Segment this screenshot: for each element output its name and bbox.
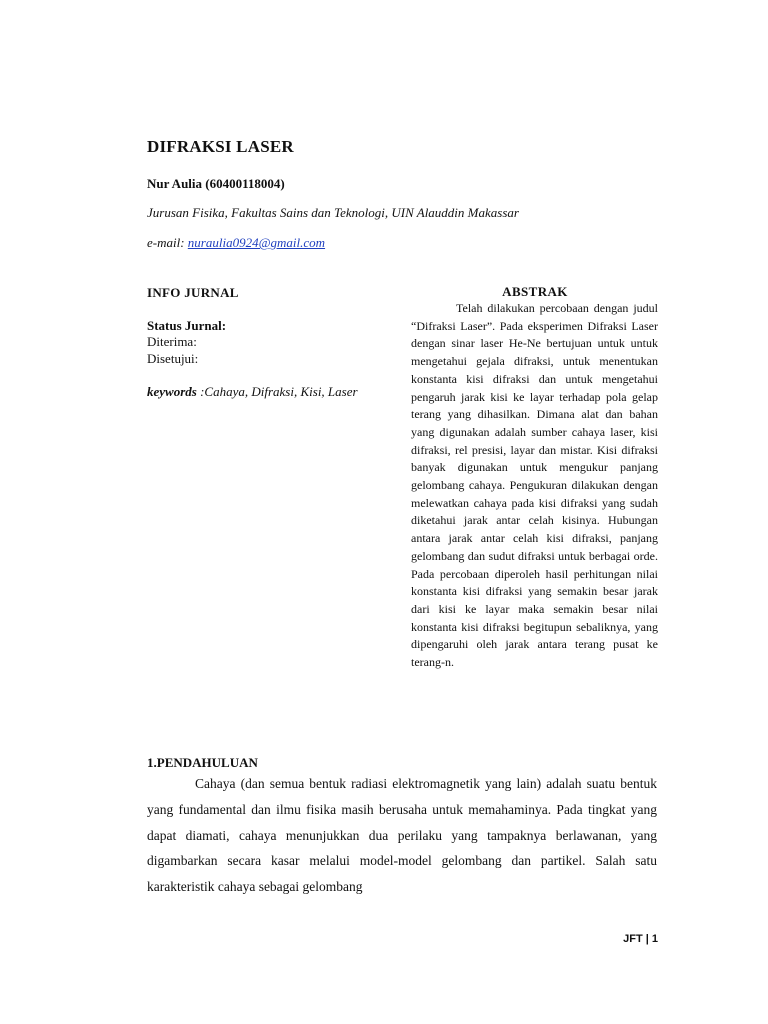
keywords — [147, 383, 392, 400]
keywords-value: :Cahaya, Difraksi, Kisi, Laser — [196, 384, 358, 399]
status-jurnal-label: Status Jurnal: — [147, 318, 227, 333]
section-heading-pendahuluan: 1.PENDAHULUAN — [147, 755, 258, 770]
email-line — [147, 235, 325, 251]
paper-title: DIFRAKSI LASER — [147, 137, 294, 156]
page-footer: JFT | 1 — [623, 933, 658, 945]
author-affiliation: Jurusan Fisika, Fakultas Sains dan Teknologi, UIN Alauddin Makassar — [147, 205, 519, 220]
abstract-heading: ABSTRAK — [502, 284, 568, 299]
abstract-body: Telah dilakukan percobaan dengan judul “Difraksi Laser”. Pada eksperimen Difraksi Laser dengan sinar laser He-Ne bertujuan untuk untuk mengetahui gejala difraksi, untuk menentukan konstanta kisi difraksi dan untuk mengetahui pengaruh jarak kisi ke layar terhadap pola gelap terang yang dihasilkan. Dimana alat dan bahan yang digunakan adalah sumber cahaya laser, kisi difraksi, rel presisi, layar dan mistar. Kisi difraksi banyak digunakan untuk mengukur panjang gelombang cahaya. Pengukuran dilakukan dengan melewatkan cahaya pada kisi difraksi yang sudah diketahui jarak antar celah kisinya. Hubungan antara jarak antar celah kisi difraksi, panjang gelombang dan sudut difraksi untuk berbagai orde. Pada percobaan diperoleh hasil perhitungan nilai konstanta kisi difraksi yang semakin besar jarak dari kisi ke layar maka semakin besar nilai konstanta kisi difraksi begitupun sebaliknya, yang dipengaruhi oleh jarak antara terang pusat ke terang-n. — [411, 301, 658, 670]
email-label: e-mail: — [147, 235, 188, 250]
section-body-pendahuluan: Cahaya (dan semua bentuk radiasi elektromagnetik yang lain) adalah suatu bentuk yang fundamental dan ilmu fisika masih berusaha untuk memahaminya. Pada tingkat yang dapat diamati, cahaya menunjukkan dua perilaku yang tampaknya berlawanan, yang digambarkan secara kasar melalui model-model gelombang dan partikel. Salah satu karakteristik cahaya sebagai gelombang — [147, 776, 657, 895]
keywords-label: keywords — [147, 384, 197, 399]
diterima-label: Diterima: — [147, 334, 197, 349]
disetujui-label: Disetujui: — [147, 351, 199, 366]
email-link[interactable]: nuraulia0924@gmail.com — [187, 235, 326, 250]
author-name: Nur Aulia (60400118004) — [147, 176, 285, 191]
info-jurnal-heading: INFO JURNAL — [147, 285, 239, 300]
